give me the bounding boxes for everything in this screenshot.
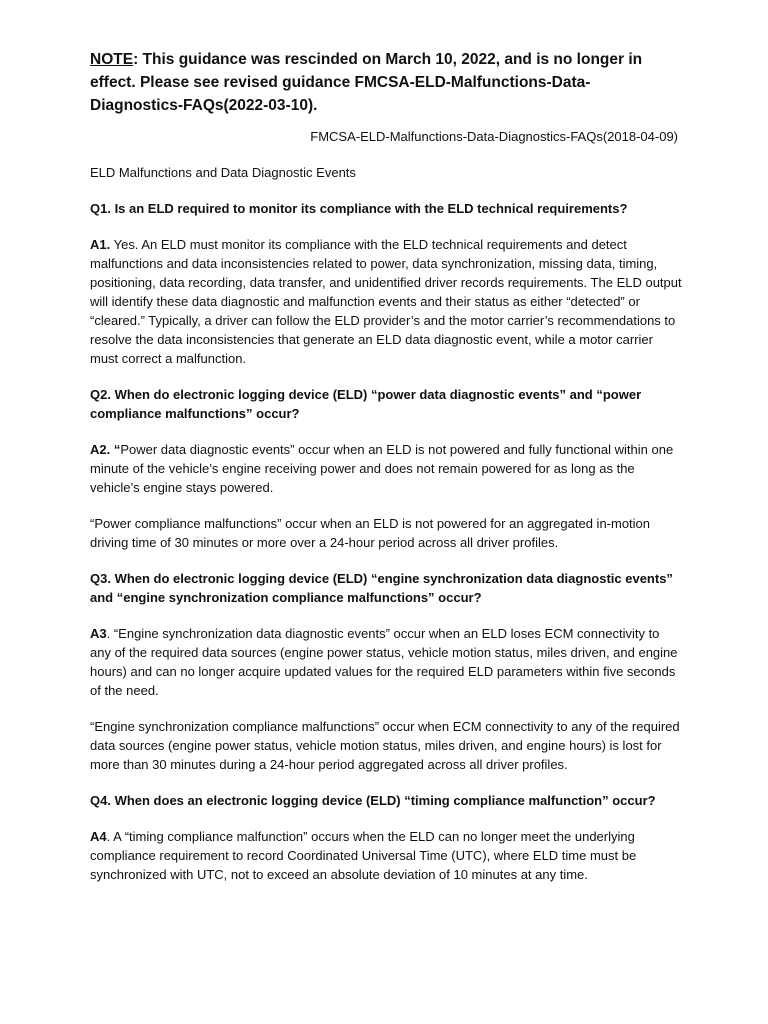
faq-answer-1 [90, 235, 682, 368]
answer-label: A1. [90, 237, 111, 252]
note-text: : This guidance was rescinded on March 10, 2022, and is no longer in effect. Please see revised guidance FMCSA-ELD-Malfunctions-Data-Diagnostics-FAQs(2022-03-10). [90, 51, 643, 114]
note-label: NOTE [90, 51, 134, 68]
faq-answer-3-continued: “Engine synchronization compliance malfunctions” occur when ECM connectivity to any of the required data sources (engine power status, vehicle motion status, miles driven, and engine hours) is lost for more than 30 minutes during a 24-hour period aggregated across all driver profiles. [90, 719, 680, 772]
faq-answer-3 [90, 624, 682, 700]
section-title: ELD Malfunctions and Data Diagnostic Events [90, 165, 356, 180]
answer-text: Power data diagnostic events” occur when an ELD is not powered and fully functional within one minute of the vehicle’s engine receiving power and does not remain powered for as long as the vehicle’s engine stays powered. [90, 442, 674, 495]
answer-text: . “Engine synchronization data diagnostic events” occur when an ELD loses ECM connectivity to any of the required data sources (engine power status, vehicle motion status, miles driven, and engine hours) and can no longer acquire updated values for the required ELD parameters within five seconds of the need. [90, 626, 678, 698]
faq-question-2: Q2. When do electronic logging device (ELD) “power data diagnostic events” and “power compliance malfunctions” occur? [90, 387, 642, 421]
faq-question-4: Q4. When does an electronic logging device (ELD) “timing compliance malfunction” occur? [90, 793, 656, 808]
answer-text: . A “timing compliance malfunction” occurs when the ELD can no longer meet the underlying compliance requirement to record Coordinated Universal Time (UTC), where ELD time must be synchronized with UTC, not to exceed an absolute deviation of 10 minutes at any time. [90, 829, 637, 882]
rescinded-notice [90, 48, 682, 117]
answer-text: Yes. An ELD must monitor its compliance with the ELD technical requirements and detect malfunctions and data inconsistencies related to power, data synchronization, missing data, timing, positioning, data recording, data transfer, and unidentified driver records requirements. The ELD output will identify these data diagnostic and malfunction events and their status as either “detected” or “cleared.” Typically, a driver can follow the ELD provider’s and the motor carrier’s recommendations to resolve the data inconsistencies that generate an ELD data diagnostic event, while a motor carrier must correct a malfunction. [90, 237, 682, 366]
faq-question-1: Q1. Is an ELD required to monitor its compliance with the ELD technical requirements? [90, 201, 628, 216]
answer-label: A3 [90, 626, 107, 641]
faq-answer-2-continued: “Power compliance malfunctions” occur when an ELD is not powered for an aggregated in-motion driving time of 30 minutes or more over a 24-hour period across all driver profiles. [90, 516, 651, 550]
faq-answer-2 [90, 440, 682, 497]
document-page [90, 48, 682, 884]
document-id: FMCSA-ELD-Malfunctions-Data-Diagnostics-FAQs(2018-04-09) [310, 129, 678, 144]
answer-label: A2. “ [90, 442, 121, 457]
faq-answer-4 [90, 827, 682, 884]
answer-label: A4 [90, 829, 107, 844]
faq-question-3: Q3. When do electronic logging device (ELD) “engine synchronization data diagnostic events” and “engine synchronization compliance malfunctions” occur? [90, 571, 673, 605]
